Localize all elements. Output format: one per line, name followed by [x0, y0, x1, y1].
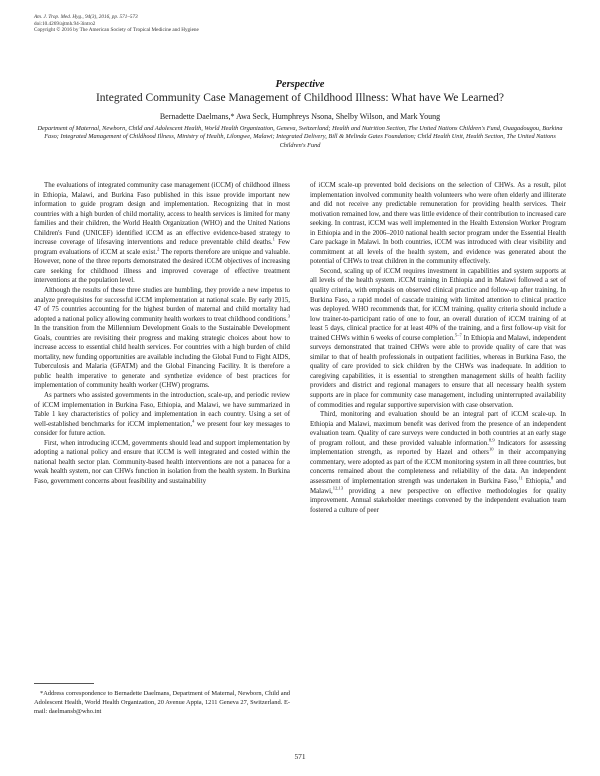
body-column-right	[310, 181, 566, 515]
footnote-divider	[34, 683, 94, 684]
correspondence-footnote: *Address correspondence to Bernadette Daelmans, Department of Maternal, Newborn, Child and Adolescent Health, World Health Organization, 20 Avenue Appia, 1211 Geneva 27, Switzerland. E-mail: daelmansb@who.int	[34, 690, 290, 715]
affiliations: Department of Maternal, Newborn, Child and Adolescent Health, World Health Organization, Geneva, Switzerland; Health and Nutrition Section, The United Nations Children's Fund, Ouagadougou, Burkina Faso; Integrated Management of Childhood Illness, Ministry of Health, Lilongwe, Malawi; Integrated Delivery, Bill & Melinda Gates Foundation; Child Health Unit, Health Section, The United Nations Children's Fund	[37, 125, 563, 149]
paragraph: Although the results of these three studies are humbling, they provide a new impetus to analyze prerequisites for successful iCCM implementation at national scale. By early 2015, 47 of 75 countries accounting for the highest burden of maternal and child mortality had adopted a national policy allowing community health workers to treat childhood conditions.$^3$ In the transition from the Millennium Development Goals to the Sustainable Development Goals, countries are revisiting their progress and making strategic choices about how to increase access to essential child health services. For countries with a high burden of child mortality, new funding opportunities are available including the Global Fund to Fight AIDS, Tuberculosis and Malaria (GFATM) and the Global Financing Facility. It is therefore a public health imperative to generate and synthetize evidence of best practices for implementation of community health worker (CHW) programs.	[34, 287, 290, 390]
title-block	[34, 78, 566, 150]
citation-ref: 8	[550, 475, 554, 481]
doi: doi:10.4269/ajtmh.94-3intro2	[34, 20, 96, 27]
article-type: Perspective	[275, 79, 325, 90]
citation-ref: 2	[157, 246, 160, 252]
journal-citation: Am. J. Trop. Med. Hyg., 94(3), 2016, pp. 571–573	[34, 14, 138, 20]
paragraph: First, when introducing iCCM, governments should lead and support implementation by adopting a national policy and ensure that iCCM is well integrated and costed within the national health sector plan. Community-based health interventions are not a panacea for a weak health system, nor can CHWs function in isolation from the health system. In Burkina Faso, government concerns about feasibility and sustainability	[34, 439, 290, 485]
citation-ref: 1	[272, 236, 275, 242]
citation-ref: 5–7	[454, 332, 462, 338]
article-title: Integrated Community Case Management of Childhood Illness: What have We Learned?	[95, 92, 505, 104]
citation-ref: 12,13	[332, 485, 344, 491]
author-list: Bernadette Daelmans,* Awa Seck, Humphreys Nsona, Shelby Wilson, and Mark Young	[159, 112, 441, 121]
citation-ref: 10	[488, 447, 494, 453]
paragraph: Second, scaling up of iCCM requires investment in capabilities and system supports at all levels of the health system. iCCM training in Ethiopia and in Malawi followed a set of quality criteria, with emphasis on observed clinical practice and follow-up after training. In Burkina Faso, a rapid model of cascade training with limited attention to clinical practice was deployed. WHO recommends that, for iCCM training, quality criteria should include a low trainer-to-participant ratio of one to four, an overall duration of iCCM training of at least 5 days, clinical practice for at least 40% of the training, and a first follow-up visit for trained CHWs within 6 weeks of course completion.$^{5-7}$ In Ethiopia and Malawi, independent surveys demonstrated that trained CHWs were able to provide quality of care that was similar to that of health professionals in outpatient facilities, whereas in Burkina Faso, the quality of care provided to sick children by the CHWs was inadequate. In addition to caregiving capabilities, it is essential to strengthen management skills of health facility providers and district and regional managers to ensure that all necessary health system supports are in place for community case management, including uninterrupted availability of commodities and regular supportive supervision with case observation.	[310, 267, 566, 409]
body-column-left	[34, 181, 290, 487]
citation-ref: 4	[192, 418, 195, 424]
page-number: 571	[294, 752, 306, 761]
paragraph: The evaluations of integrated community case management (iCCM) of childhood illness in Ethiopia, Malawi, and Burkina Faso published in this issue provide important new information to guide program design and implementation. Recognizing that in most countries with a high burden of child mortality, access to health services is limited for many families and their children, the World Health Organization (WHO) and the United Nations Children's Fund (UNICEF) identified iCCM as an effective evidence-based strategy to increase coverage of lifesaving interventions and reduce preventable child deaths.$^1$ Few program evaluations of iCCM at scale exist.$^2$ The reports therefore are unique and valuable. However, none of the three reports demonstrated the desired iCCM objectives of increasing care seeking for childhood illness and improved coverage of effective treatment interventions at the population level.	[34, 182, 291, 285]
citation-ref: 3	[287, 313, 290, 319]
paragraph: As partners who assisted governments in the introduction, scale-up, and periodic review of iCCM implementation in Burkina Faso, Ethiopia, and Malawi, we have summarized in Table 1 key characteristics of policy and implementation in each country. Using a set of well-established benchmarks for iCCM implementation,$^4$ we present four key messages to consider for future action.	[34, 392, 290, 438]
citation-ref: 11	[518, 475, 523, 481]
copyright: Copyright © 2016 by The American Society of Tropical Medicine and Hygiene	[34, 27, 199, 34]
citation-ref: 8,9	[488, 437, 495, 443]
journal-header	[34, 14, 199, 34]
paragraph: of iCCM scale-up prevented bold decisions on the selection of CHWs. As a result, pilot implementation involved community health volunteers who were often elderly and illiterate and did not receive any predictable remuneration for providing health services. Their motivation remained low, and there was little evidence of their contribution to increased care seeking. In contrast, iCCM was well implemented in the Health Extension Worker Program in Ethiopia and in the 2006–2010 national health sector program under the Essential Health Care package in Malawi. In both countries, iCCM was introduced with clear visibility and commitment at all levels of the health system, and evidence was generated about the potential of CHWs to treat children in the community effectively.	[310, 182, 566, 266]
paragraph: Third, monitoring and evaluation should be an integral part of iCCM scale-up. In Ethiopia and Malawi, maximum benefit was derived from the presence of an independent evaluation team. Quality of care surveys were conducted in both countries at an early stage of program rollout, and these provided valuable information.$^{8,9}$ Indicators for assessing implementation strength, as reported by Hazel and others$^{10}$ in their accompanying commentary, were adopted as part of the iCCM monitoring system in all three countries, but concerns remained about the completeness and reliability of the data. An independent assessment of implementation strength was undertaken in Burkina Faso,$^{11}$ Ethiopia,$^8$ and Malawi,$^{12,13}$ providing a new perspective on effective methodologies for quality improvement. Annual stakeholder meetings convened by the independent evaluation team fostered a culture of peer	[310, 411, 567, 514]
